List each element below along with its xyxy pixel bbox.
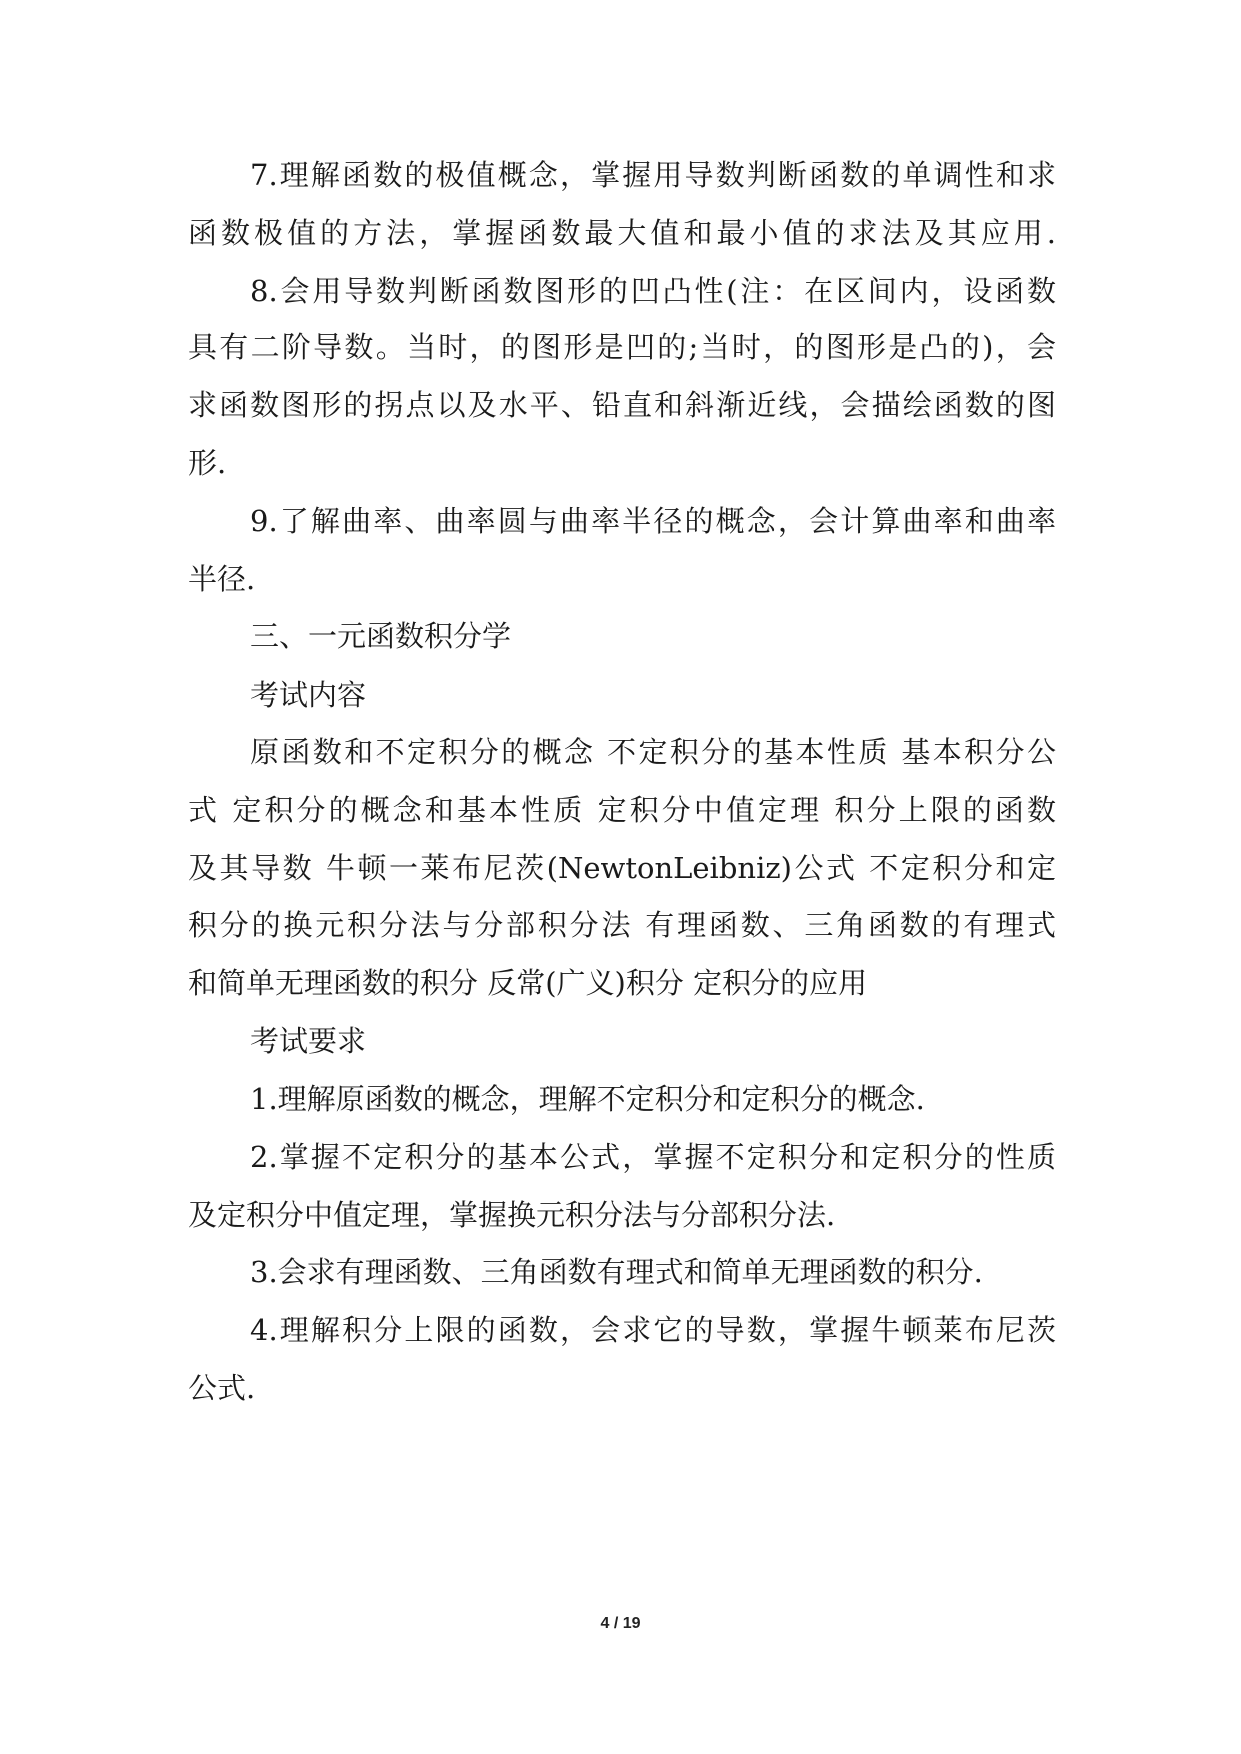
text-line: 和简单无理函数的积分 反常(广义)积分 定积分的应用: [188, 966, 868, 1000]
text-line: 7.理解函数的极值概念，掌握用导数判断函数的单调性和求: [250, 158, 1056, 192]
text-line: 3.会求有理函数、三角函数有理式和简单无理函数的积分.: [250, 1255, 983, 1289]
text-line: 积分的换元积分法与分部积分法 有理函数、三角函数的有理式: [188, 908, 1056, 942]
text-line: 式 定积分的概念和基本性质 定积分中值定理 积分上限的函数: [188, 793, 1056, 827]
text-line: 9.了解曲率、曲率圆与曲率半径的概念，会计算曲率和曲率: [250, 504, 1056, 538]
text-line: 半径.: [188, 562, 256, 596]
text-line: 2.掌握不定积分的基本公式，掌握不定积分和定积分的性质: [250, 1140, 1056, 1174]
text-line: 8.会用导数判断函数图形的凹凸性(注：在区间内，设函数: [250, 274, 1056, 308]
text-line: 4.理解积分上限的函数，会求它的导数，掌握牛顿莱布尼茨: [250, 1313, 1056, 1347]
subsection-heading: 考试内容: [250, 678, 367, 712]
text-line: 及定积分中值定理，掌握换元积分法与分部积分法.: [188, 1198, 836, 1232]
subsection-heading: 考试要求: [250, 1024, 367, 1058]
text-line: 1.理解原函数的概念，理解不定积分和定积分的概念.: [250, 1082, 925, 1116]
text-line: 具有二阶导数。当时，的图形是凹的;当时，的图形是凸的)，会: [188, 330, 1056, 364]
text-line: 形.: [188, 446, 227, 480]
text-line: 及其导数 牛顿一莱布尼茨(NewtonLeibniz)公式 不定积分和定: [188, 851, 1056, 885]
text-line: 函数极值的方法，掌握函数最大值和最小值的求法及其应用.: [188, 216, 1056, 250]
section-heading: 三、一元函数积分学: [250, 619, 512, 653]
text-line: 原函数和不定积分的概念 不定积分的基本性质 基本积分公: [250, 735, 1056, 769]
text-line: 公式.: [188, 1371, 256, 1405]
text-line: 求函数图形的拐点以及水平、铅直和斜渐近线，会描绘函数的图: [188, 388, 1056, 422]
page-number: 4 / 19: [600, 1615, 641, 1632]
